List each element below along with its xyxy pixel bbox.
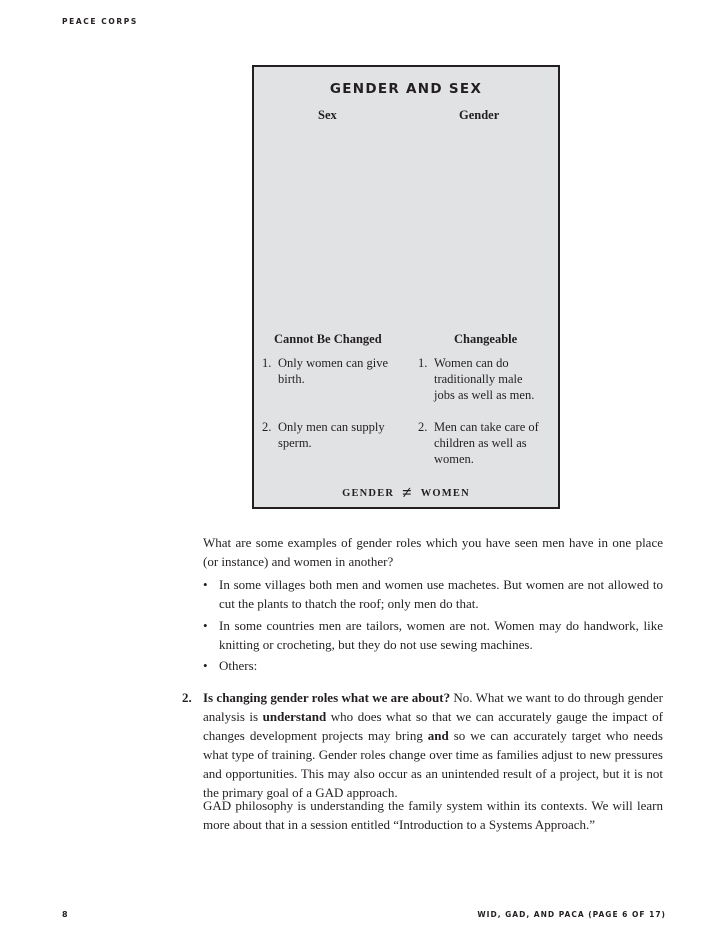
eq-right: WOMEN — [420, 488, 470, 499]
gender-not-equal-women — [254, 483, 558, 503]
bullet-text: Others: — [219, 658, 258, 673]
bullet-icon: • — [203, 618, 208, 633]
running-foot: WID, GAD, AND PACA (PAGE 6 OF 17) — [477, 910, 666, 919]
sex-item-1 — [262, 355, 397, 387]
item-2-emphasis: understand — [262, 709, 327, 724]
bullet-text: In some countries men are tailors, women are not. Women may do handwork, like knitting or crocheting, but they do not use sewing machines. — [219, 618, 663, 652]
item-2-lead: Is changing gender roles what we are about? — [203, 690, 451, 705]
item-number: 2. — [182, 690, 192, 705]
closing-paragraph: GAD philosophy is understanding the family system within its contexts. We will learn more about that in a session entitled “Introduction to a Systems Approach.” — [203, 798, 663, 832]
item-number: 2. — [418, 420, 428, 434]
item-text: Only men can supply sperm. — [278, 420, 385, 450]
subheading-cannot-be-changed: Cannot Be Changed — [274, 332, 382, 346]
page-number: 8 — [62, 910, 68, 919]
item-2-text — [182, 688, 663, 802]
gender-item-2 — [418, 419, 543, 467]
item-2-text-part: No. What we want to do through gender analysis is — [203, 690, 663, 724]
item-number: 1. — [262, 356, 272, 370]
item-number: 2. — [262, 420, 272, 434]
item-text: Only women can give birth. — [278, 356, 389, 386]
item-text: Men can take care of children as well as women. — [434, 420, 539, 466]
column-header-sex: Sex — [318, 108, 337, 122]
column-header-gender: Gender — [459, 108, 500, 122]
box-title: GENDER AND SEX — [329, 81, 483, 97]
running-head: PEACE CORPS — [62, 17, 138, 26]
bullet-icon: • — [203, 658, 208, 673]
item-number: 1. — [418, 356, 428, 370]
eq-left: GENDER — [342, 488, 395, 499]
not-equal-icon: ≠ — [402, 483, 413, 502]
bullet-item — [203, 656, 663, 675]
numbered-item-2 — [182, 688, 663, 802]
gender-sex-box — [252, 65, 560, 509]
bullet-item — [203, 575, 663, 613]
item-2-text-part: so we can accurately target who needs what type of training. Gender roles change over time as families adjust to new pressures and opportunities. This may also occur as an unintended result of a project, but it is not the primary goal of a GAD approach. — [203, 728, 663, 800]
item-2-text-part: who does what so that we can accurately gauge the impact of changes development projects may bring — [203, 709, 663, 743]
item-text: Women can do traditionally male jobs as well as men. — [434, 356, 535, 402]
bullet-item — [203, 616, 663, 654]
bullet-icon: • — [203, 577, 208, 592]
subheading-changeable: Changeable — [454, 332, 518, 346]
bullet-text: In some villages both men and women use machetes. But women are not allowed to cut the plants to thatch the roof; only men do that. — [219, 577, 663, 611]
gender-item-1 — [418, 355, 543, 403]
item-2-emphasis: and — [427, 728, 449, 743]
question-paragraph: What are some examples of gender roles which you have seen men have in one place (or instance) and women in another? — [203, 535, 663, 569]
sex-item-2 — [262, 419, 397, 451]
